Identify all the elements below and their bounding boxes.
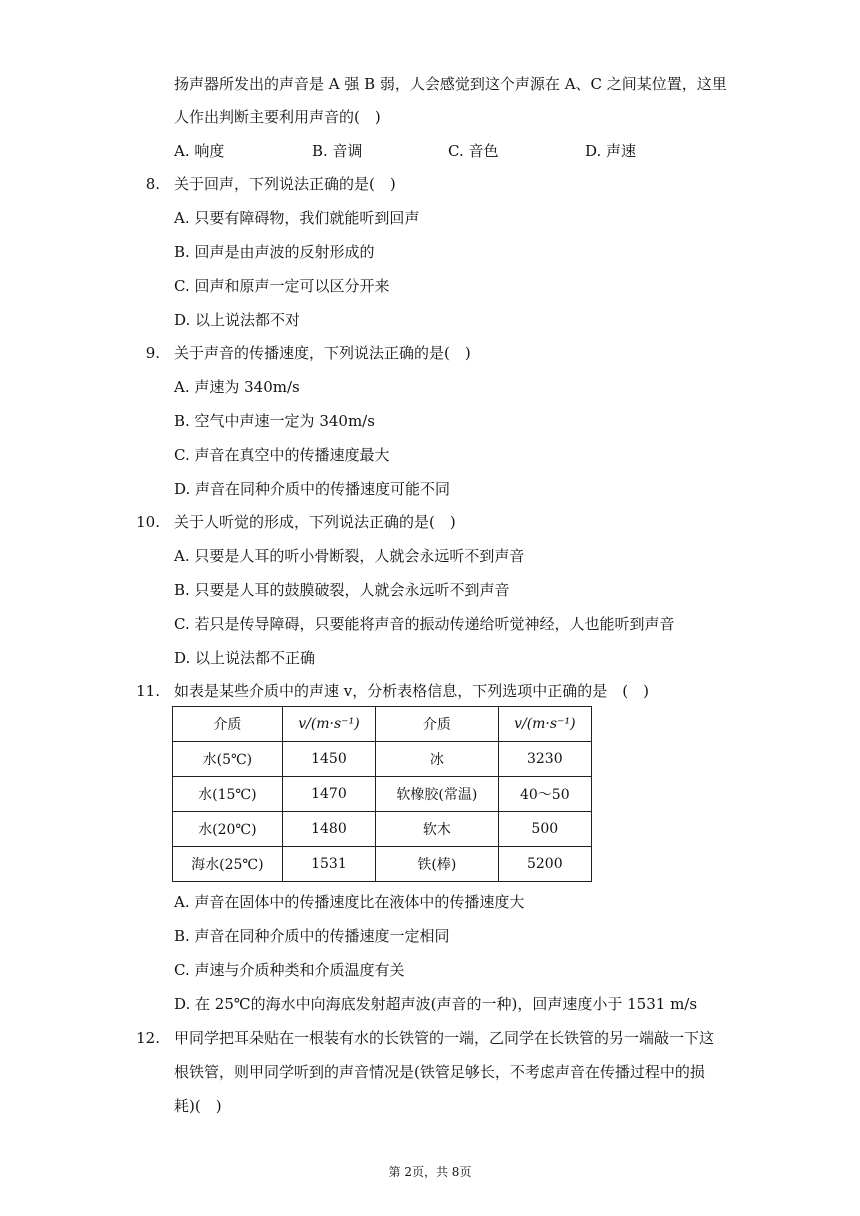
q11-number: 11.	[136, 682, 160, 700]
table-header-cell: v/(m·s⁻¹)	[282, 707, 375, 742]
q10-option-d[interactable]: D. 以上说法都不正确	[174, 649, 316, 667]
q11-stem: 如表是某些介质中的声速 v，分析表格信息，下列选项中正确的是 ( )	[174, 682, 649, 700]
q11-option-a[interactable]: A. 声音在固体中的传播速度比在液体中的传播速度大	[174, 893, 525, 911]
table-header-cell: v/(m·s⁻¹)	[498, 707, 591, 742]
table-cell: 500	[498, 812, 591, 847]
table-header-cell: 介质	[376, 707, 498, 742]
table-cell: 软橡胶(常温)	[376, 777, 498, 812]
table-cell: 1450	[282, 742, 375, 777]
table-row	[173, 777, 592, 812]
table-row	[173, 847, 592, 882]
q10-stem: 关于人听觉的形成，下列说法正确的是( )	[174, 513, 456, 531]
q8-stem: 关于回声，下列说法正确的是( )	[174, 175, 396, 193]
q10-option-c[interactable]: C. 若只是传导障碍，只要能将声音的振动传递给听觉神经，人也能听到声音	[174, 615, 675, 633]
table-cell: 水(15℃)	[173, 777, 283, 812]
table-row	[173, 742, 592, 777]
q12-stem-line-1: 甲同学把耳朵贴在一根装有水的长铁管的一端，乙同学在长铁管的另一端敲一下这	[174, 1029, 715, 1047]
q12-stem-line-2: 根铁管，则甲同学听到的声音情况是(铁管足够长，不考虑声音在传播过程中的损	[174, 1063, 705, 1081]
table-cell: 1470	[282, 777, 375, 812]
q12-number: 12.	[136, 1029, 160, 1047]
q10-option-a[interactable]: A. 只要是人耳的听小骨断裂，人就会永远听不到声音	[174, 547, 525, 565]
q9-option-d[interactable]: D. 声音在同种介质中的传播速度可能不同	[174, 480, 451, 498]
q9-number: 9.	[145, 344, 160, 362]
table-header-cell: 介质	[173, 707, 283, 742]
table-row	[173, 812, 592, 847]
table-cell: 1531	[282, 847, 375, 882]
table-cell: 水(5℃)	[173, 742, 283, 777]
table-cell: 40～50	[498, 777, 591, 812]
q8-option-c[interactable]: C. 回声和原声一定可以区分开来	[174, 277, 390, 295]
q9-option-b[interactable]: B. 空气中声速一定为 340m/s	[174, 412, 375, 430]
table-cell: 1480	[282, 812, 375, 847]
table-cell: 铁(棒)	[376, 847, 498, 882]
q7-option-a[interactable]: A. 响度	[174, 142, 225, 160]
q9-option-a[interactable]: A. 声速为 340m/s	[174, 378, 300, 396]
table-header-row	[173, 707, 592, 742]
table-cell: 水(20℃)	[173, 812, 283, 847]
q7-stem-line-2: 人作出判断主要利用声音的( )	[174, 108, 381, 126]
q7-option-b[interactable]: B. 音调	[312, 142, 363, 160]
q7-option-d[interactable]: D. 声速	[585, 142, 637, 160]
q11-option-b[interactable]: B. 声音在同种介质中的传播速度一定相同	[174, 927, 450, 945]
q11-option-c[interactable]: C. 声速与介质种类和介质温度有关	[174, 961, 405, 979]
q8-option-d[interactable]: D. 以上说法都不对	[174, 311, 301, 329]
q9-stem: 关于声音的传播速度，下列说法正确的是( )	[174, 344, 471, 362]
q9-option-c[interactable]: C. 声音在真空中的传播速度最大	[174, 446, 390, 464]
page-footer: 第 2页，共 8页	[388, 1165, 472, 1179]
table-cell: 冰	[376, 742, 498, 777]
q10-number: 10.	[136, 513, 160, 531]
q7-stem-line-1: 扬声器所发出的声音是 A 强 B 弱，人会感觉到这个声源在 A、C 之间某位置，这里	[174, 75, 727, 93]
q10-option-b[interactable]: B. 只要是人耳的鼓膜破裂，人就会永远听不到声音	[174, 581, 510, 599]
sound-speed-table	[172, 706, 592, 882]
q12-stem-line-3: 耗)( )	[174, 1097, 222, 1115]
table-cell: 软木	[376, 812, 498, 847]
table-cell: 海水(25℃)	[173, 847, 283, 882]
q8-option-a[interactable]: A. 只要有障碍物，我们就能听到回声	[174, 209, 420, 227]
table-cell: 5200	[498, 847, 591, 882]
table-cell: 3230	[498, 742, 591, 777]
q8-option-b[interactable]: B. 回声是由声波的反射形成的	[174, 243, 375, 261]
q7-option-c[interactable]: C. 音色	[448, 142, 499, 160]
q8-number: 8.	[145, 175, 160, 193]
q11-option-d[interactable]: D. 在 25℃的海水中向海底发射超声波(声音的一种)，回声速度小于 1531 m/s	[174, 995, 698, 1013]
